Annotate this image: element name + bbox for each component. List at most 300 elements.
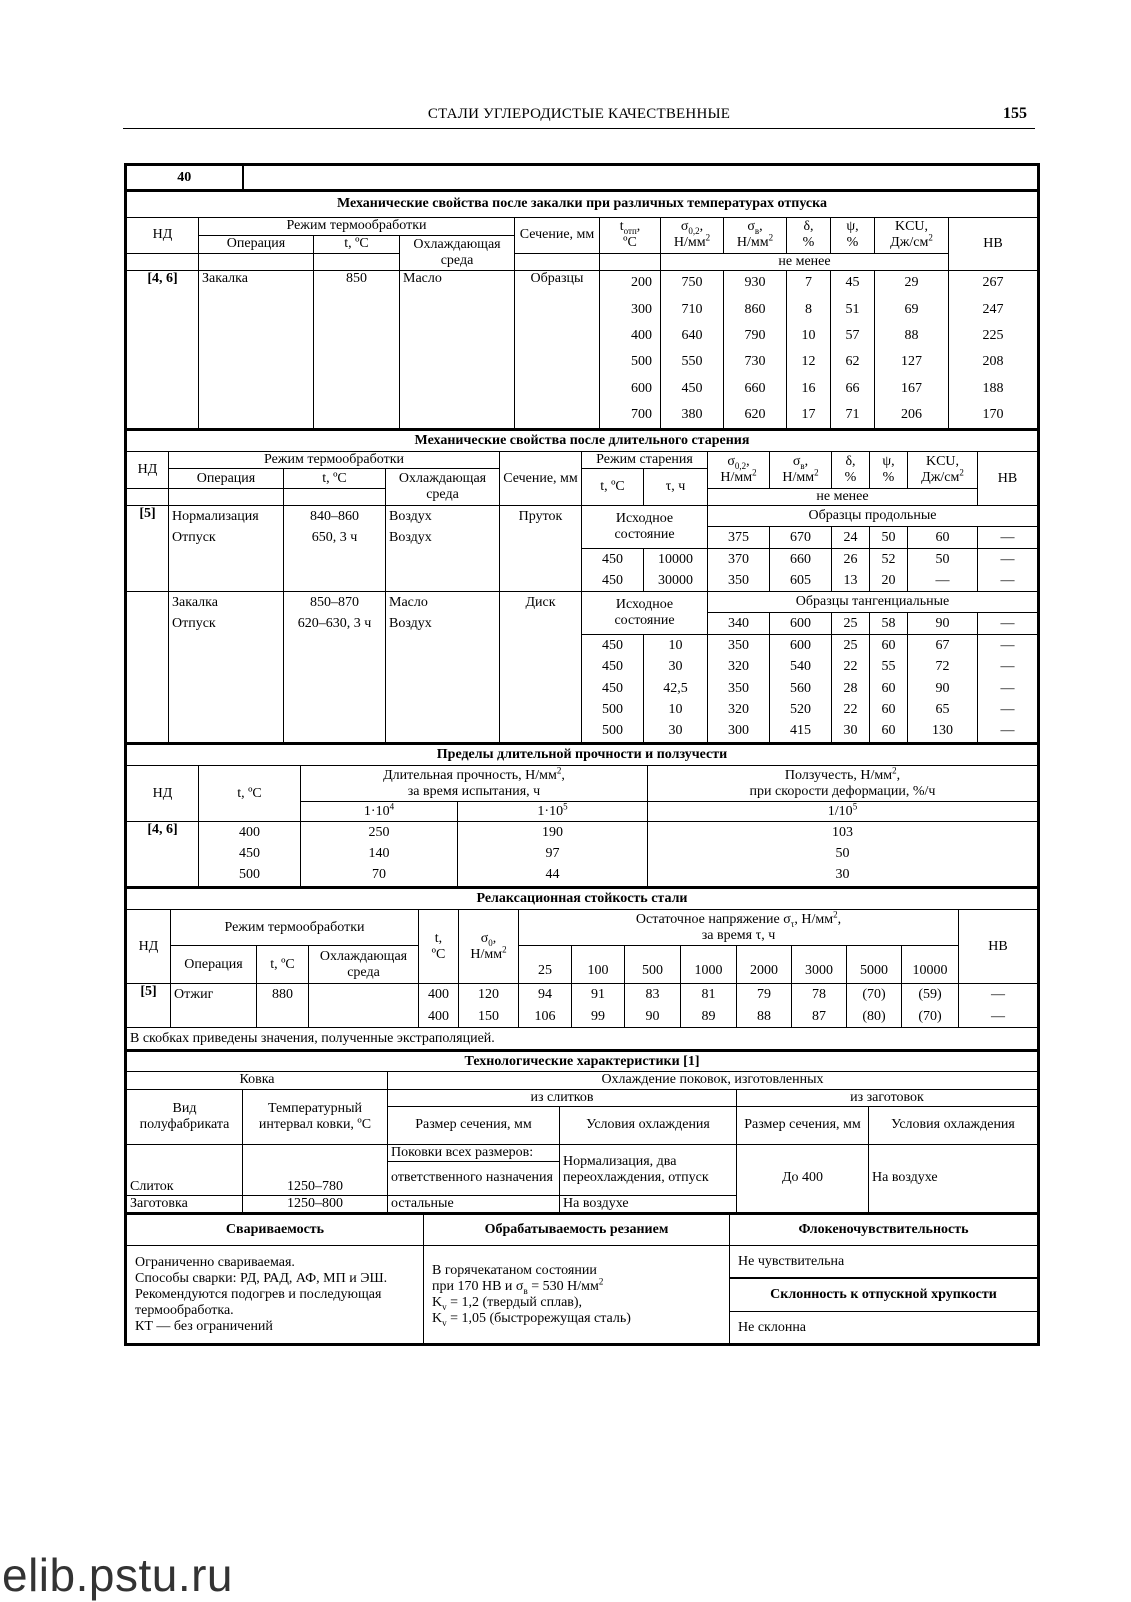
initial-state: Исходное состояние: [582, 592, 708, 635]
col-nd: НД: [127, 766, 199, 822]
nd-cell: [127, 592, 169, 613]
t-cell: [314, 349, 400, 375]
value-cell: 450: [661, 376, 724, 402]
size-all: Поковки всех размеров:: [388, 1144, 560, 1161]
value-cell: 83: [625, 984, 681, 1006]
col-section: Сечение, мм: [515, 217, 600, 253]
weld-line: Способы сварки: РД, РАД, АФ, МП и ЭШ.: [135, 1270, 388, 1286]
t-cell: [257, 1006, 309, 1028]
range-2: 1250–800: [243, 1195, 388, 1212]
section-title: Механические свойства после закалки при различных температурах отпуска: [127, 191, 1038, 217]
operation-cell: [199, 376, 314, 402]
value-cell: 79: [737, 984, 792, 1006]
col-age-t: t, ºC: [582, 469, 644, 506]
value-cell: —: [959, 984, 1038, 1006]
value-cell: 97: [458, 843, 648, 865]
note: В скобках приведены значения, полученные экстраполяцией.: [127, 1028, 1038, 1050]
nd-cell: [4, 6]: [127, 822, 199, 844]
value-cell: 44: [458, 865, 648, 887]
value-cell: 88: [737, 1006, 792, 1028]
grade-table: [126, 165, 1038, 190]
value-cell: 605: [770, 570, 832, 592]
cool-cell: Воздух: [386, 506, 500, 527]
section-tech: [126, 1050, 1038, 1213]
operation-cell: [169, 549, 284, 571]
nd-cell: [5]: [127, 984, 171, 1006]
time-header: 25: [519, 946, 572, 984]
col-creep: Ползучесть, $Н/мм^2$, при скорости деформации, %/ч: [648, 766, 1038, 802]
t-cell: [314, 323, 400, 349]
value-cell: 350: [708, 635, 770, 657]
nd-cell: [127, 527, 169, 549]
value-cell: 660: [770, 549, 832, 571]
value-cell: 400: [199, 822, 301, 844]
value-cell: 380: [661, 402, 724, 428]
value-cell: 22: [832, 699, 870, 721]
section-relaxation: [126, 887, 1038, 1051]
value-cell: 170: [949, 402, 1038, 428]
specimen-label: Образцы тангенциальные: [708, 592, 1038, 613]
cond-billet: На воздухе: [869, 1144, 1038, 1212]
section-cell: [515, 296, 600, 322]
value-cell: 28: [832, 678, 870, 700]
value-cell: 500: [199, 865, 301, 887]
specimen-label: Образцы продольные: [708, 506, 1038, 527]
section-title: Механические свойства после длительного старения: [127, 430, 1038, 452]
col-cool: Охлаждающая среда: [400, 235, 515, 270]
operation-cell: Отпуск: [169, 613, 284, 635]
table-row: [127, 592, 1038, 613]
value-cell: 10000: [644, 549, 708, 571]
time-header: 2000: [737, 946, 792, 984]
value-cell: 90: [908, 678, 978, 700]
col-hb: НВ: [949, 217, 1038, 270]
value-cell: —: [978, 635, 1038, 657]
value-cell: 150: [459, 1006, 519, 1028]
grade-empty: [243, 166, 1038, 190]
col-range: Температурный интервал ковки, ºC: [243, 1089, 388, 1144]
value-cell: 600: [770, 613, 832, 635]
col-kind: Вид полуфабриката: [127, 1089, 243, 1144]
col-1-1e5: $1/10^5$: [648, 802, 1038, 822]
value-cell: 81: [681, 984, 737, 1006]
value-cell: 20: [870, 570, 908, 592]
value-cell: (80): [847, 1006, 902, 1028]
table-row: [127, 349, 1038, 375]
table-row: [127, 984, 1038, 1006]
col-size2: Размер сечения, мм: [737, 1106, 869, 1144]
table-row: [127, 323, 1038, 349]
value-cell: 267: [949, 270, 1038, 296]
nd-cell: [127, 635, 169, 657]
cool-cell: [386, 570, 500, 592]
table-row: [127, 506, 1038, 527]
value-cell: 78: [792, 984, 847, 1006]
table-row: [127, 822, 1038, 844]
value-cell: 106: [519, 1006, 572, 1028]
value-cell: 400: [419, 1006, 459, 1028]
table-row: [127, 1006, 1038, 1028]
col-forge: Ковка: [127, 1071, 388, 1089]
value-cell: 930: [724, 270, 787, 296]
operation-cell: [169, 699, 284, 721]
cool-cell: Воздух: [386, 527, 500, 549]
operation-cell: [199, 296, 314, 322]
cool-cell: [309, 1006, 419, 1028]
col-t-temper: $t_{отп}$, ºC: [600, 217, 661, 253]
operation-cell: Нормализация: [169, 506, 284, 527]
value-cell: 660: [724, 376, 787, 402]
value-cell: 450: [582, 678, 644, 700]
section-cell: [500, 635, 582, 657]
col-1e4: $1\cdot 10^4$: [301, 802, 458, 822]
nd-cell: [127, 699, 169, 721]
value-cell: 50: [648, 843, 1038, 865]
time-header: 5000: [847, 946, 902, 984]
range-1: 1250–780: [243, 1144, 388, 1195]
value-cell: 320: [708, 656, 770, 678]
section-quench-temper: [126, 190, 1038, 429]
value-cell: —: [978, 527, 1038, 549]
value-cell: 50: [870, 527, 908, 549]
value-cell: 247: [949, 296, 1038, 322]
value-cell: 350: [708, 570, 770, 592]
value-cell: 66: [831, 376, 875, 402]
table-row: [127, 376, 1038, 402]
t-cell: [314, 376, 400, 402]
col-nd: НД: [127, 910, 171, 984]
value-cell: 520: [770, 699, 832, 721]
section-cell: [500, 527, 582, 549]
value-cell: —: [978, 699, 1038, 721]
value-cell: 94: [519, 984, 572, 1006]
value-cell: 25: [832, 635, 870, 657]
value-cell: 10: [644, 699, 708, 721]
value-cell: 58: [870, 613, 908, 635]
cool-cell: [386, 721, 500, 743]
value-cell: 200: [600, 270, 661, 296]
initial-state: Исходное состояние: [582, 506, 708, 549]
col-section: Сечение, мм: [500, 452, 582, 506]
table-row: [127, 721, 1038, 743]
t-cell: 850: [314, 270, 400, 296]
value-cell: 700: [600, 402, 661, 428]
weld-line: термообработка.: [135, 1302, 234, 1318]
col-age-tau: τ, ч: [644, 469, 708, 506]
t-cell: [284, 656, 386, 678]
cool-cell: [400, 296, 515, 322]
time-header: 10000: [902, 946, 959, 984]
col-sb: $\sigma_в$, $Н/мм^2$: [724, 217, 787, 253]
value-cell: 208: [949, 349, 1038, 375]
flake-title: Флокеночувствительность: [730, 1214, 1038, 1246]
value-cell: 91: [572, 984, 625, 1006]
nd-cell: [127, 296, 199, 322]
cool-cell: [386, 699, 500, 721]
col-mode: Режим термообработки: [171, 910, 419, 946]
value-cell: 60: [870, 699, 908, 721]
value-cell: 10: [787, 323, 831, 349]
col-test-t: t, ºC: [419, 910, 459, 984]
cool-cell: Масло: [386, 592, 500, 613]
cool-cell: [400, 349, 515, 375]
t-cell: 850–870: [284, 592, 386, 613]
section-cell: [500, 613, 582, 635]
col-hb: НВ: [978, 452, 1038, 506]
value-cell: 52: [870, 549, 908, 571]
nd-cell: [127, 402, 199, 428]
nd-cell: [127, 613, 169, 635]
col-nd: НД: [127, 217, 199, 253]
operation-cell: Отпуск: [169, 527, 284, 549]
value-cell: 10: [644, 635, 708, 657]
section-title: Пределы длительной прочности и ползучести: [127, 744, 1038, 766]
col-psi: ψ, %: [831, 217, 875, 253]
value-cell: 65: [908, 699, 978, 721]
cool-cell: [386, 635, 500, 657]
value-cell: 670: [770, 527, 832, 549]
value-cell: —: [978, 721, 1038, 743]
value-cell: 370: [708, 549, 770, 571]
t-cell: [314, 296, 400, 322]
col-nd: НД: [127, 452, 169, 489]
operation-cell: [169, 635, 284, 657]
col-operation: Операция: [199, 235, 314, 253]
col-cool: Охлаждающая среда: [386, 469, 500, 506]
watermark: elib.pstu.ru: [2, 1549, 234, 1601]
cool-cell: Масло: [400, 270, 515, 296]
col-operation: Операция: [171, 946, 257, 984]
value-cell: 500: [582, 699, 644, 721]
col-delta: δ, %: [787, 217, 831, 253]
value-cell: 72: [908, 656, 978, 678]
col-billet: из заготовок: [737, 1089, 1038, 1106]
nd-cell: [127, 656, 169, 678]
cool-cell: [309, 984, 419, 1006]
col-cooling: Охлаждение поковок, изготовленных: [388, 1071, 1038, 1089]
value-cell: 620: [724, 402, 787, 428]
value-cell: —: [978, 613, 1038, 635]
value-cell: —: [978, 549, 1038, 571]
section-cell: [515, 323, 600, 349]
temper-title: Склонность к отпускной хрупкости: [730, 1278, 1038, 1312]
col-1e5: $1\cdot 10^5$: [458, 802, 648, 822]
value-cell: 90: [625, 1006, 681, 1028]
value-cell: 130: [908, 721, 978, 743]
cool-cell: [386, 656, 500, 678]
col-kcu: KCU, $Дж/см^2$: [875, 217, 949, 253]
value-cell: 12: [787, 349, 831, 375]
value-cell: —: [978, 656, 1038, 678]
section-cell: [500, 570, 582, 592]
t-cell: 880: [257, 984, 309, 1006]
value-cell: 26: [832, 549, 870, 571]
value-cell: 550: [661, 349, 724, 375]
mach-line: $K_v = 1,05$ (быстрорежущая сталь): [432, 1310, 631, 1328]
value-cell: 103: [648, 822, 1038, 844]
kind-2: Заготовка: [127, 1195, 243, 1212]
value-cell: 400: [600, 323, 661, 349]
value-cell: 320: [708, 699, 770, 721]
table-row: [127, 402, 1038, 428]
grade-label: 40: [127, 166, 243, 190]
table-row: [127, 549, 1038, 571]
page-number: 155: [1003, 105, 1027, 122]
section-cell: Диск: [500, 592, 582, 613]
value-cell: 30: [644, 656, 708, 678]
nd-cell: [127, 1006, 171, 1028]
value-cell: —: [959, 1006, 1038, 1028]
section-cell: Образцы: [515, 270, 600, 296]
section-creep: [126, 743, 1038, 887]
value-cell: 17: [787, 402, 831, 428]
table-row: [127, 635, 1038, 657]
flake-value: Не чувствительна: [730, 1246, 1038, 1278]
value-cell: 600: [600, 376, 661, 402]
nd-cell: [127, 570, 169, 592]
section-cell: [500, 721, 582, 743]
operation-cell: [199, 349, 314, 375]
size-billet: До 400: [737, 1144, 869, 1212]
nd-cell: [127, 376, 199, 402]
value-cell: 340: [708, 613, 770, 635]
value-cell: 90: [908, 613, 978, 635]
operation-cell: [199, 402, 314, 428]
section-cell: [500, 549, 582, 571]
t-cell: [284, 699, 386, 721]
value-cell: 450: [199, 843, 301, 865]
cool-cell: [386, 678, 500, 700]
col-s0: $\sigma_0$, $Н/мм^2$: [459, 910, 519, 984]
value-cell: 29: [875, 270, 949, 296]
value-cell: 42,5: [644, 678, 708, 700]
t-cell: 650, 3 ч: [284, 527, 386, 549]
col-kcu: KCU, $Дж/см^2$: [908, 452, 978, 489]
table-row: [127, 656, 1038, 678]
col-sb: $\sigma_в$, $Н/мм^2$: [770, 452, 832, 489]
time-header: 100: [572, 946, 625, 984]
col-cond: Условия охлаждения: [560, 1106, 737, 1144]
value-cell: 750: [661, 270, 724, 296]
value-cell: 415: [770, 721, 832, 743]
value-cell: 30: [644, 721, 708, 743]
value-cell: 62: [831, 349, 875, 375]
section-aging: [126, 429, 1038, 743]
value-cell: 30: [648, 865, 1038, 887]
section-cell: [515, 349, 600, 375]
nd-cell: [4, 6]: [127, 270, 199, 296]
col-t: t, ºC: [199, 766, 301, 822]
nd-cell: [127, 721, 169, 743]
operation-cell: Закалка: [169, 592, 284, 613]
cool-cell: [400, 402, 515, 428]
t-cell: [314, 402, 400, 428]
section-cell: [515, 402, 600, 428]
cond-rest: На воздухе: [560, 1195, 737, 1212]
operation-cell: [169, 678, 284, 700]
value-cell: 30: [832, 721, 870, 743]
col-size: Размер сечения, мм: [388, 1106, 560, 1144]
nd-cell: [127, 549, 169, 571]
t-cell: [284, 635, 386, 657]
section-cell: [500, 656, 582, 678]
value-cell: 120: [459, 984, 519, 1006]
t-cell: 840–860: [284, 506, 386, 527]
value-cell: (70): [847, 984, 902, 1006]
t-cell: 620–630, 3 ч: [284, 613, 386, 635]
min-label: не менее: [708, 489, 978, 506]
value-cell: 51: [831, 296, 875, 322]
value-cell: —: [908, 570, 978, 592]
value-cell: 640: [661, 323, 724, 349]
value-cell: 87: [792, 1006, 847, 1028]
value-cell: 167: [875, 376, 949, 402]
col-psi: ψ, %: [870, 452, 908, 489]
value-cell: 450: [582, 570, 644, 592]
t-cell: [284, 570, 386, 592]
value-cell: 188: [949, 376, 1038, 402]
value-cell: 60: [870, 635, 908, 657]
value-cell: 300: [708, 721, 770, 743]
value-cell: 24: [832, 527, 870, 549]
section-properties: [126, 1213, 1038, 1345]
value-cell: 7: [787, 270, 831, 296]
col-cond2: Условия охлаждения: [869, 1106, 1038, 1144]
value-cell: 540: [770, 656, 832, 678]
value-cell: 500: [600, 349, 661, 375]
table-row: [127, 296, 1038, 322]
col-hb: НВ: [959, 910, 1038, 984]
col-aging-mode: Режим старения: [582, 452, 708, 469]
t-cell: [284, 721, 386, 743]
operation-cell: [169, 721, 284, 743]
value-cell: 375: [708, 527, 770, 549]
value-cell: 790: [724, 323, 787, 349]
value-cell: 71: [831, 402, 875, 428]
value-cell: 500: [582, 721, 644, 743]
weld-title: Свариваемость: [127, 1214, 424, 1246]
value-cell: 88: [875, 323, 949, 349]
operation-cell: Отжиг: [171, 984, 257, 1006]
cool-cell: [400, 376, 515, 402]
t-cell: [284, 678, 386, 700]
cond-resp: Нормализация, два переохлаждения, отпуск: [560, 1144, 737, 1195]
kind-1: Слиток: [127, 1144, 243, 1195]
value-cell: —: [978, 570, 1038, 592]
value-cell: 450: [582, 549, 644, 571]
col-mode: Режим термообработки: [169, 452, 500, 469]
value-cell: (70): [902, 1006, 959, 1028]
weld-line: Ограниченно свариваемая.: [135, 1254, 295, 1270]
col-ingot: из слитков: [388, 1089, 737, 1106]
value-cell: 70: [301, 865, 458, 887]
cool-cell: Воздух: [386, 613, 500, 635]
section-cell: Пруток: [500, 506, 582, 527]
table-row: [127, 843, 1038, 865]
value-cell: 67: [908, 635, 978, 657]
value-cell: 206: [875, 402, 949, 428]
section-cell: [500, 678, 582, 700]
mach-line: $K_v = 1,2$ (твердый сплав),: [432, 1294, 583, 1312]
operation-cell: Закалка: [199, 270, 314, 296]
value-cell: 710: [661, 296, 724, 322]
col-delta: δ, %: [832, 452, 870, 489]
weld-line: Рекомендуются подогрев и последующая: [135, 1286, 382, 1302]
value-cell: 190: [458, 822, 648, 844]
nd-cell: [5]: [127, 506, 169, 527]
value-cell: 8: [787, 296, 831, 322]
operation-cell: [169, 656, 284, 678]
